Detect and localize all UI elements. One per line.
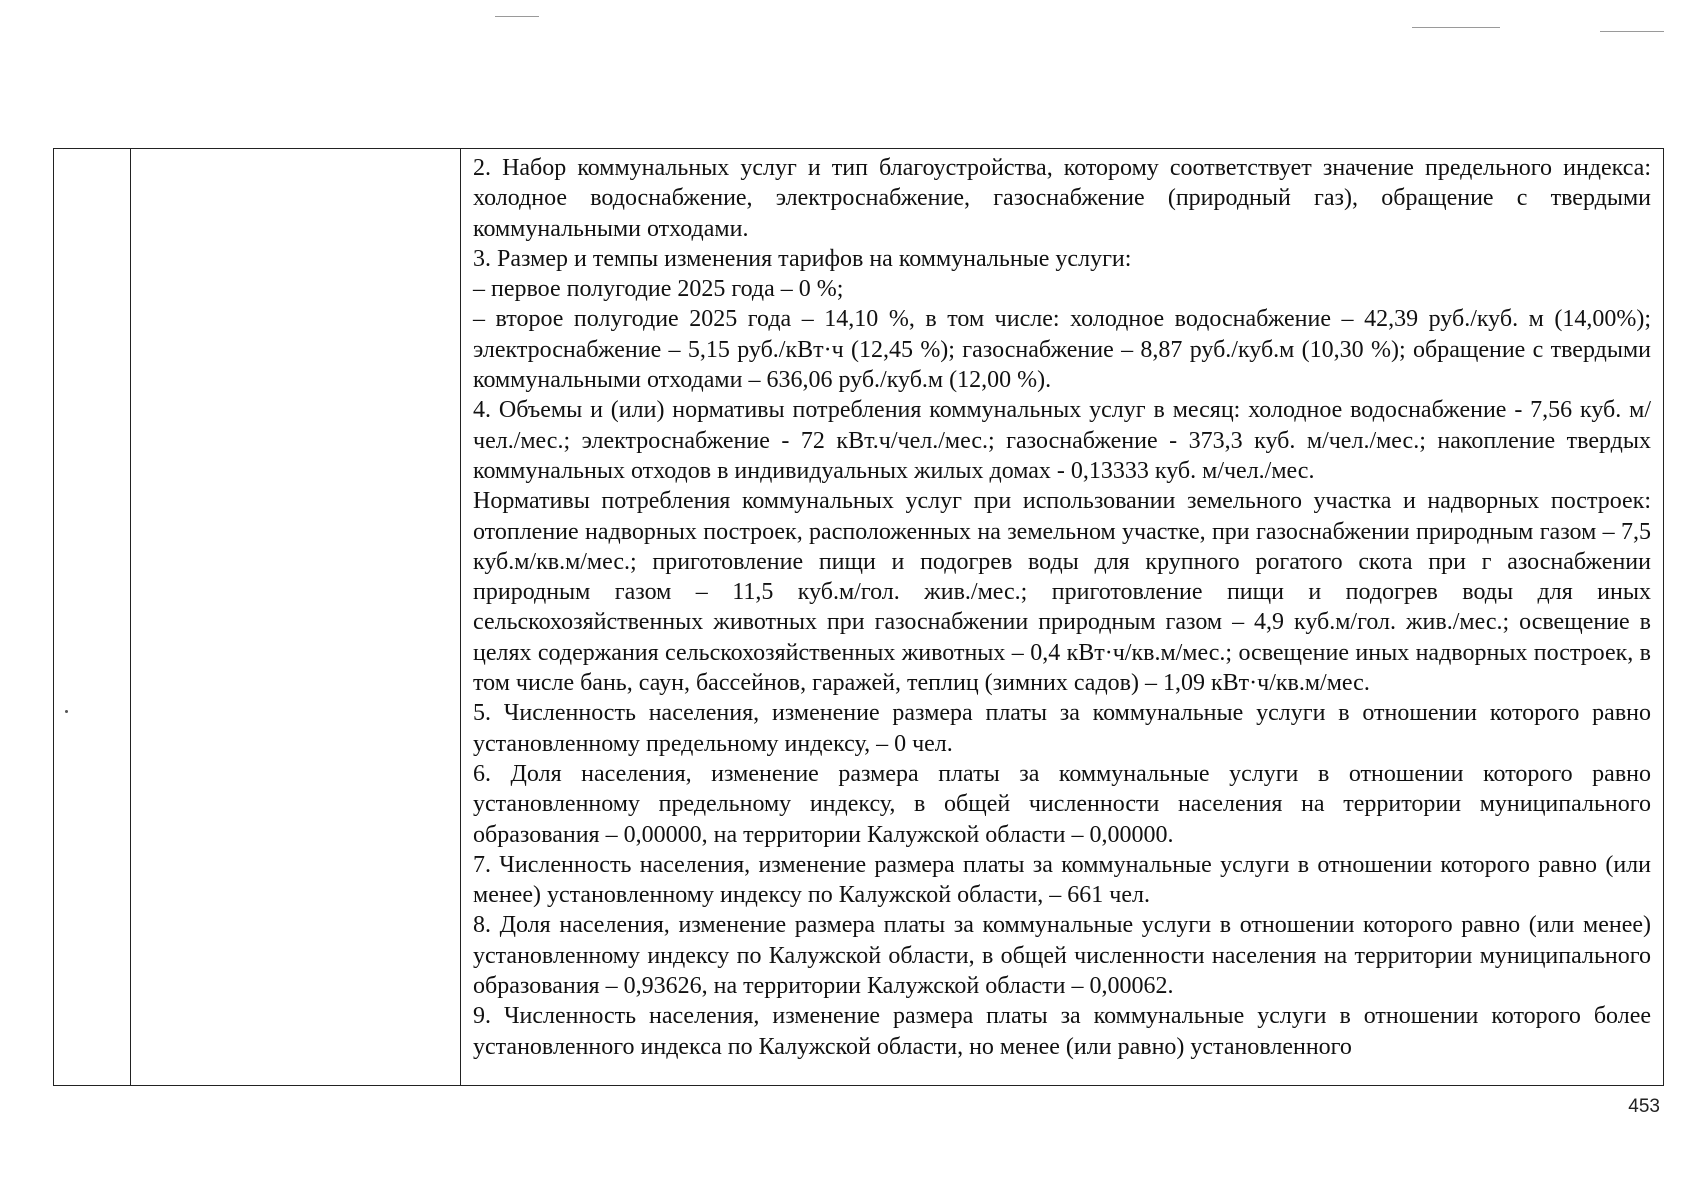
table-column-name xyxy=(131,149,461,1085)
paragraph-item-3-second-half: – второе полугодие 2025 года – 14,10 %, в том числе: холодное водоснабжение – 42,39 руб./куб. м (14,00%); электроснабжение – 5,15 руб./кВт·ч (12,45 %); газоснабжение – 8,87 руб./куб.м (10,30 %); обращение с твердыми коммунальными отходами – 636,06 руб./куб.м (12,00 %). xyxy=(473,306,1651,394)
paragraph-item-9: 9. Численность населения, изменение размера платы за коммунальные услуги в отношении которого более установленного индекса по Калужской области, но менее (или равно) установленного xyxy=(473,1003,1651,1060)
document-table xyxy=(53,148,1664,1086)
scan-artifact-top-right-2 xyxy=(1600,31,1664,32)
table-column-content xyxy=(461,149,1663,1085)
paragraph-item-8: 8. Доля населения, изменение размера платы за коммунальные услуги в отношении которого равно (или менее) установленному индексу по Калужской области, в общей численности населения на территории муниципального образования – 0,93626, на территории Калужской области – 0,00062. xyxy=(473,912,1651,1000)
paragraph-item-2: 2. Набор коммунальных услуг и тип благоустройства, которому соответствует значение предельного индекса: холодное водоснабжение, электроснабжение, газоснабжение (природный газ), обращение с твердыми коммунальными отходами. xyxy=(473,155,1651,242)
paragraph-item-4: 4. Объемы и (или) нормативы потребления коммунальных услуг в месяц: холодное водоснабжение - 7,56 куб. м/чел./мес.; электроснабжение - 72 кВт.ч/чел./мес.; газоснабжение - 373,3 куб. м/чел./мес.; накопление твердых коммунальных отходов в индивидуальных жилых домах - 0,13333 куб. м/чел./мес. xyxy=(473,397,1651,484)
paragraph-item-6: 6. Доля населения, изменение размера платы за коммунальные услуги в отношении которого равно установленному предельному индексу, в общей численности населения на территории муниципального образования – 0,00000, на территории Калужской области – 0,00000. xyxy=(473,760,1651,848)
paragraph-norms: Нормативы потребления коммунальных услуг при использовании земельного участка и надворных построек: отопление надворных построек, расположенных на земельном участке, при газоснабжении природным газом – 7,5 куб.м/кв.м/мес.; приготовление пищи и подогрев воды для крупного рогатого скота при г азоснабжении природным газом – 11,5 куб.м/гол. жив./мес.; приготовление пищи и подогрев воды для иных сельскохозяйственных животных при газоснабжении природным газом – 4,9 куб.м/гол. жив./мес.; освещение в целях содержания сельскохозяйственных животных – 0,4 кВт·ч/кв.м/мес.; освещение иных надворных построек, в том числе бань, саун, бассейнов, гаражей, теплиц (зимних садов) – 1,09 кВт·ч/кв.м/мес. xyxy=(473,488,1651,697)
table-column-number xyxy=(54,149,131,1085)
paragraph-item-3: 3. Размер и темпы изменения тарифов на коммунальные услуги: xyxy=(473,245,1132,272)
scan-artifact-top xyxy=(495,16,539,17)
paragraph-item-3-first-half: – первое полугодие 2025 года – 0 %; xyxy=(473,276,844,303)
page-number: 453 xyxy=(1628,1096,1660,1117)
paragraph-item-7: 7. Численность населения, изменение размера платы за коммунальные услуги в отношении которого равно (или менее) установленному индексу по Калужской области, – 661 чел. xyxy=(473,851,1651,909)
scan-artifact-top-right xyxy=(1412,27,1500,28)
paragraph-item-5: 5. Численность населения, изменение размера платы за коммунальные услуги в отношении которого равно установленному предельному индексу, – 0 чел. xyxy=(473,700,1651,757)
